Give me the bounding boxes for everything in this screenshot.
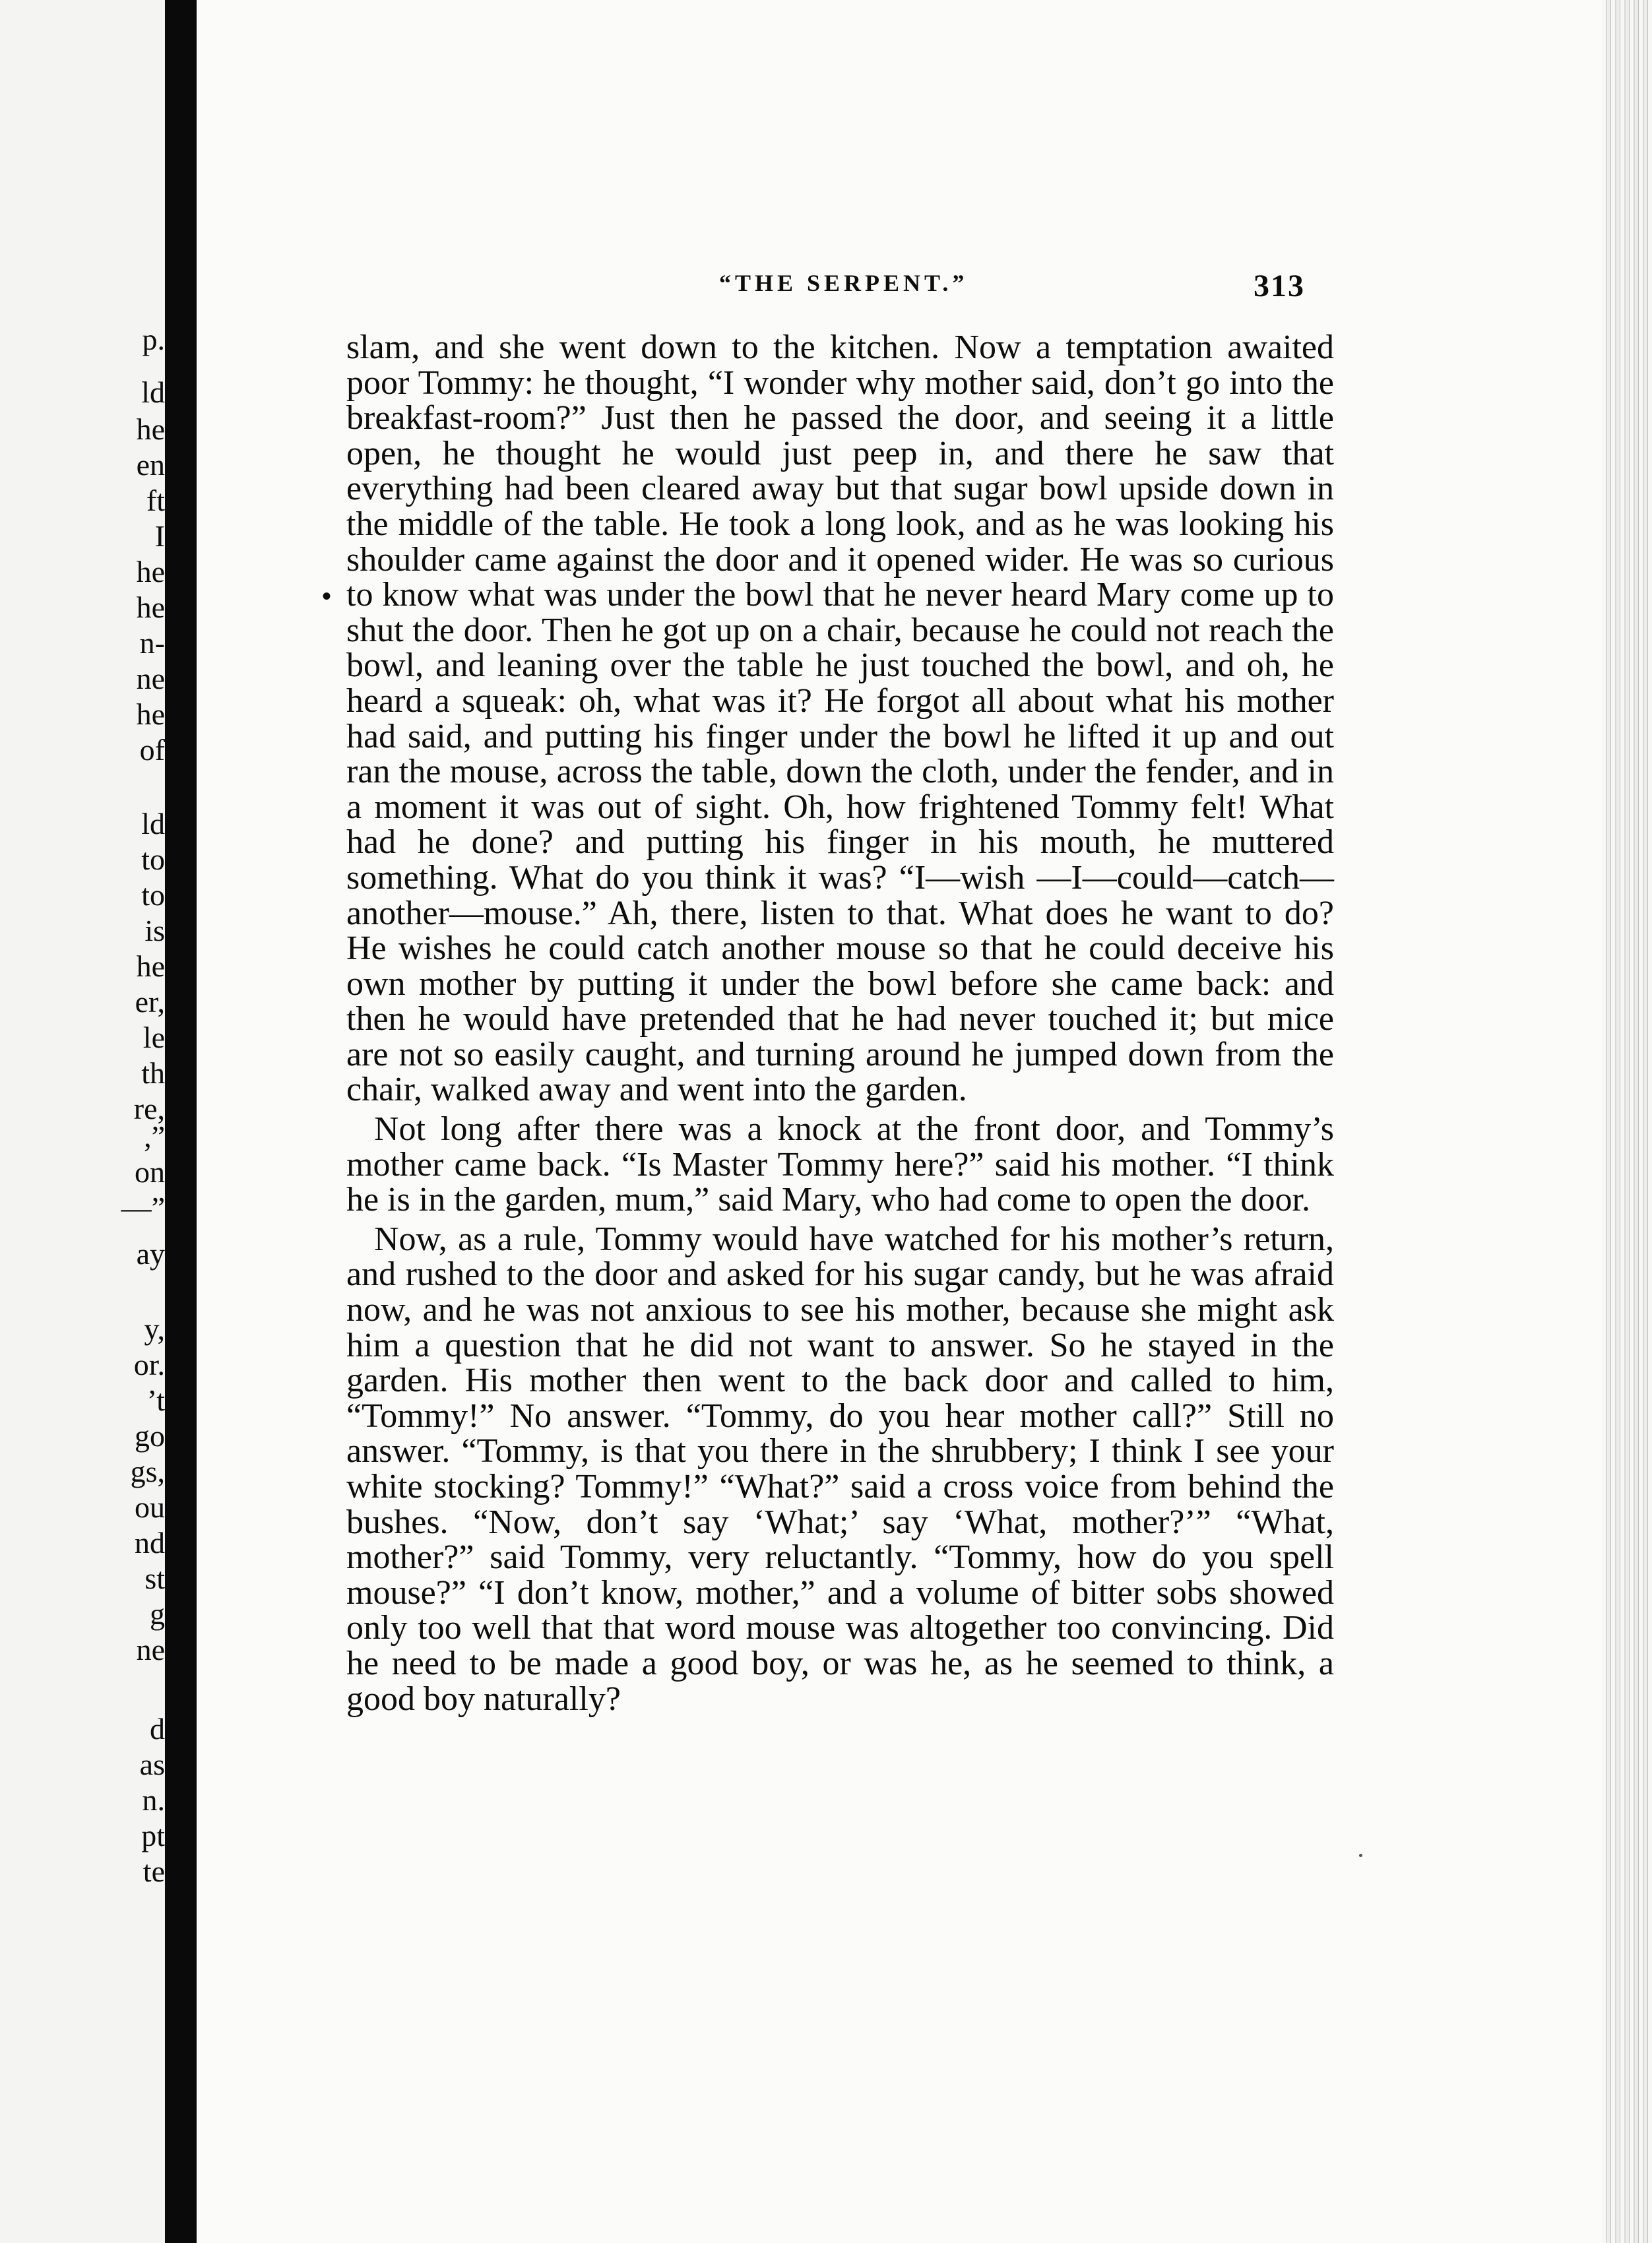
running-head: “THE SERPENT.” <box>719 270 969 296</box>
previous-page-fragment: ft <box>146 484 165 517</box>
previous-page-fragment: as <box>139 1748 165 1781</box>
previous-page-fragment: ne <box>136 662 165 695</box>
previous-page-fragment: g <box>150 1597 165 1631</box>
previous-page-fragment: st <box>144 1562 165 1595</box>
previous-page-fragment: en <box>136 448 165 482</box>
previous-page-fragment: or. <box>133 1348 165 1381</box>
previous-page-fragment: ’t <box>146 1383 165 1417</box>
previous-page-fragment: p. <box>142 323 165 356</box>
previous-page-fragment: go <box>135 1419 165 1453</box>
previous-page-fragment: th <box>141 1056 165 1090</box>
previous-page-fragment: n- <box>139 626 165 660</box>
previous-page-fragment: ld <box>141 807 165 840</box>
previous-page-fragment: on <box>135 1155 165 1189</box>
previous-page-fragment: te <box>143 1854 165 1888</box>
previous-page-edge <box>0 0 165 2243</box>
previous-page-fragment: of <box>139 733 165 767</box>
previous-page-fragment: d <box>150 1712 165 1746</box>
previous-page-fragment: —” <box>121 1191 165 1224</box>
body-text <box>346 330 1334 1717</box>
previous-page-fragment: to <box>141 842 165 876</box>
margin-mark: • <box>322 581 332 611</box>
previous-page-fragment: he <box>136 590 165 624</box>
page-speck <box>1359 1854 1362 1857</box>
previous-page-fragment: he <box>136 697 165 731</box>
page-edges <box>1602 0 1652 2243</box>
previous-page-fragment: he <box>136 412 165 446</box>
previous-page-fragment: y, <box>144 1312 165 1346</box>
paragraph-2: Not long after there was a knock at the front door, and Tommy’s mother came back. “Is Master Tommy here?” said his mother. “I think he is in the garden, mum,” said Mary, who had come to open the door. <box>346 1110 1334 1219</box>
previous-page-fragment: n. <box>142 1783 165 1817</box>
previous-page-fragment: pt <box>141 1819 165 1852</box>
previous-page-fragment: is <box>144 914 165 947</box>
previous-page-fragment: to <box>141 878 165 912</box>
previous-page-fragment: he <box>136 949 165 983</box>
previous-page-fragment: ay <box>136 1237 165 1271</box>
previous-page-fragment: ld <box>141 375 165 409</box>
previous-page-fragment: he <box>136 555 165 588</box>
previous-page-fragment: re, <box>133 1092 165 1125</box>
previous-page-fragment: le <box>143 1021 165 1054</box>
previous-page-fragment: ,” <box>144 1120 165 1153</box>
previous-page-fragment: gs, <box>130 1455 165 1488</box>
previous-page-fragment: ou <box>135 1490 165 1524</box>
book-gutter <box>165 0 197 2243</box>
previous-page-fragment: ne <box>136 1633 165 1666</box>
paragraph-1: slam, and she went down to the kitchen. Now a temptation awaited poor Tommy: he thought, “I wonder why mother said, don’t go into the breakfast-room?” Just then he passed the door, and seeing it a little open, he thought he would just peep in, and there he saw that everything had been cleared away but that sugar bowl upside down in the middle of the table. He took a long look, and as he was looking his shoulder came against the door and it opened wider. He was so curious to know what was under the bowl that he never heard Mary come up to shut the door. Then he got up on a chair, because he could not reach the bowl, and leaning over the table he just touched the bowl, and oh, he heard a squeak: oh, what was it? He forgot all about what his mother had said, and putting his finger under the bowl he lifted it up and out ran the mouse, across the table, down the cloth, under the fender, and in a moment it was out of sight. Oh, how frightened Tommy felt! What had he done? and putting his finger in his mouth, he muttered something. What do you think it was? “I—wish —I—could—catch—another—mouse.” Ah, there, listen to that. What does he want to do? He wishes he could catch another mouse so that he could deceive his own mother by putting it under the bowl before she came back: and then he would have pretended that he had never touched it; but mice are not so easily caught, and turning around he jumped down from the chair, walked away and went into the garden. <box>346 329 1334 1109</box>
previous-page-fragment: er, <box>135 985 165 1019</box>
paragraph-3: Now, as a rule, Tommy would have watched for his mother’s return, and rushed to the door and asked for his sugar candy, but he was afraid now, and he was not anxious to see his mother, because she might ask him a question that he did not want to answer. So he stayed in the garden. His mother then went to the back door and called to him, “Tommy!” No answer. “Tommy, do you hear mother call?” Still no answer. “Tommy, is that you there in the shrubbery; I think I see your white stocking? Tommy!” “What?” said a cross voice from behind the bushes. “Now, don’t say ‘What;’ say ‘What, mother?’” “What, mother?” said Tommy, very reluctantly. “Tommy, how do you spell mouse?” “I don’t know, mother,” and a volume of bitter sobs showed only too well that that word mouse was altogether too convincing. Did he need to be made a good boy, or was he, as he seemed to think, a good boy naturally? <box>346 1220 1334 1718</box>
previous-page-fragment: I <box>154 519 165 553</box>
previous-page-fragment: nd <box>135 1526 165 1560</box>
page-number: 313 <box>1254 269 1305 303</box>
